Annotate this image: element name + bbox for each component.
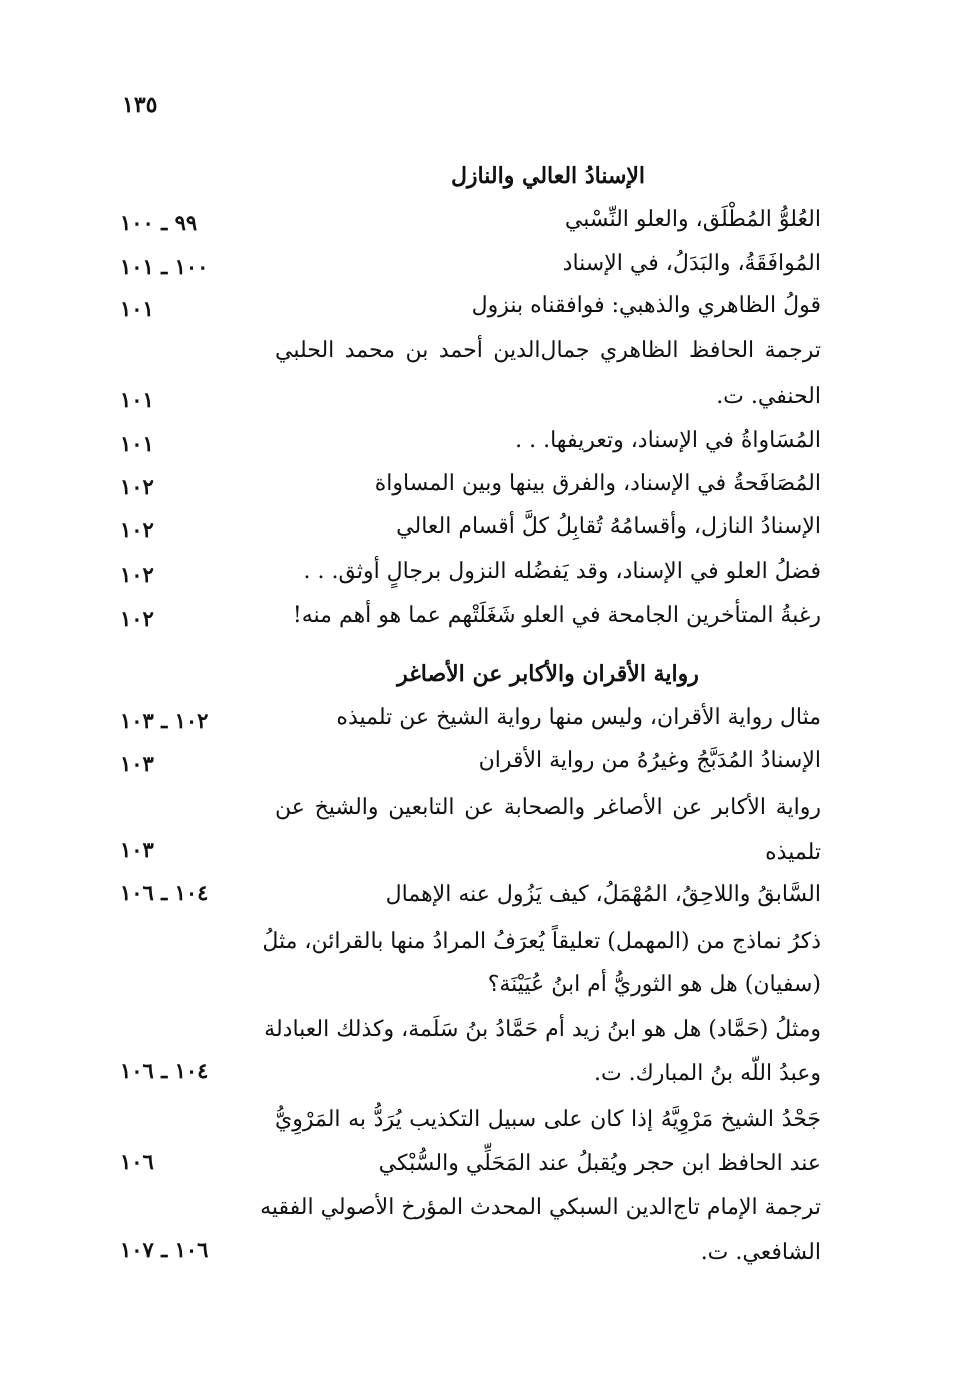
index-entry: الإسنادُ النازل، وأقسامُهُ تُقابِلُ كلَّ أقسام العالي bbox=[396, 514, 821, 539]
index-entry: تلميذه bbox=[765, 840, 821, 865]
page-reference: ١٠٢ bbox=[120, 517, 154, 542]
index-entry: ترجمة الحافظ الظاهري جمال‌الدين أحمد بن محمد الحلبي bbox=[275, 338, 821, 363]
page-reference: ١٠٣ bbox=[120, 751, 154, 776]
index-entry: ذكرُ نماذج من (المهمل) تعليقاً يُعرَفُ المرادُ منها بالقرائن، مثلُ bbox=[262, 929, 821, 954]
index-entry: ترجمة الإمام تاج‌الدين السبكي المحدث المؤرخ الأصولي الفقيه bbox=[260, 1195, 821, 1220]
page-reference: ١٠١ bbox=[120, 431, 154, 456]
page-reference: ١٠٤ ـ ١٠٦ bbox=[120, 880, 209, 905]
index-entry: رغبةُ المتأخرين الجامحة في العلو شَغَلَتْهم عما هو أهم منه! bbox=[292, 603, 821, 628]
index-entry: الشافعي. ت. bbox=[700, 1240, 821, 1265]
index-entry: رواية الأكابر عن الأصاغر والصحابة عن التابعين والشيخ عن bbox=[275, 795, 821, 820]
page-reference: ٩٩ ـ ١٠٠ bbox=[120, 210, 198, 235]
index-entry: (سفيان) هل هو الثوريُّ أم ابنُ عُيَيْنَة؟ bbox=[487, 972, 821, 997]
index-entry: المُصَافَحةُ في الإسناد، والفرق بينها وبين المساواة bbox=[374, 471, 821, 496]
index-entry: الحنفي. ت. bbox=[716, 384, 821, 409]
index-entry: وعبدُ اللّه بنُ المبارك. ت. bbox=[593, 1061, 821, 1086]
index-entry: عند الحافظ ابن حجر ويُقبلُ عند المَحَلِّي والسُّبْكي bbox=[378, 1151, 821, 1176]
page-reference: ١٠٢ bbox=[120, 562, 154, 587]
page-reference: ١٠١ bbox=[120, 387, 154, 412]
index-entry: السَّابقُ واللاحِقُ، المُهْمَلُ، كيف يَزُول عنه الإهمال bbox=[385, 882, 821, 907]
page-reference: ١٠٢ ـ ١٠٣ bbox=[120, 708, 209, 733]
page-reference: ١٠٢ bbox=[120, 606, 154, 631]
index-entry: ومثلُ (حَمَّاد) هل هو ابنُ زيد أم حَمَّادُ بنُ سَلَمة، وكذلك العبادلة bbox=[264, 1017, 821, 1042]
index-entry: المُوافَقَةُ، والبَدَلُ، في الإسناد bbox=[562, 251, 821, 276]
index-entry: قولُ الظاهري والذهبي: فوافقناه بنزول bbox=[471, 293, 821, 318]
section-heading: الإسنادُ العالي والنازل bbox=[450, 163, 646, 189]
page-reference: ١٠٠ ـ ١٠١ bbox=[120, 254, 209, 279]
page-reference: ١٠٢ bbox=[120, 474, 154, 499]
page-reference: ١٠٦ ـ ١٠٧ bbox=[120, 1237, 209, 1262]
section-heading: رواية الأقران والأكابر عن الأصاغر bbox=[397, 661, 699, 687]
index-entry: العُلوُّ المُطْلَق، والعلو النِّسْبي bbox=[564, 207, 821, 232]
index-entry: الإسنادُ المُدَبَّجُ وغيرُهُ من رواية الأقران bbox=[478, 748, 821, 773]
page-reference: ١٠٦ bbox=[120, 1149, 154, 1174]
page-reference: ١٠١ bbox=[120, 296, 154, 321]
page-reference: ١٠٣ bbox=[120, 837, 154, 862]
page-number: ١٣٥ bbox=[122, 92, 158, 118]
index-entry: مثال رواية الأقران، وليس منها رواية الشيخ عن تلميذه bbox=[336, 705, 821, 730]
index-entry: فضلُ العلو في الإسناد، وقد يَفضُله النزول برجالٍ أوثق. . . bbox=[303, 559, 821, 584]
page-reference: ١٠٤ ـ ١٠٦ bbox=[120, 1058, 209, 1083]
index-entry: المُسَاواةُ في الإسناد، وتعريفها. . . bbox=[515, 428, 821, 453]
index-entry: جَحْدُ الشيخ مَرْوِيَّهُ إذا كان على سبيل التكذيب يُرَدُّ به المَرْوِيُّ bbox=[275, 1107, 821, 1132]
